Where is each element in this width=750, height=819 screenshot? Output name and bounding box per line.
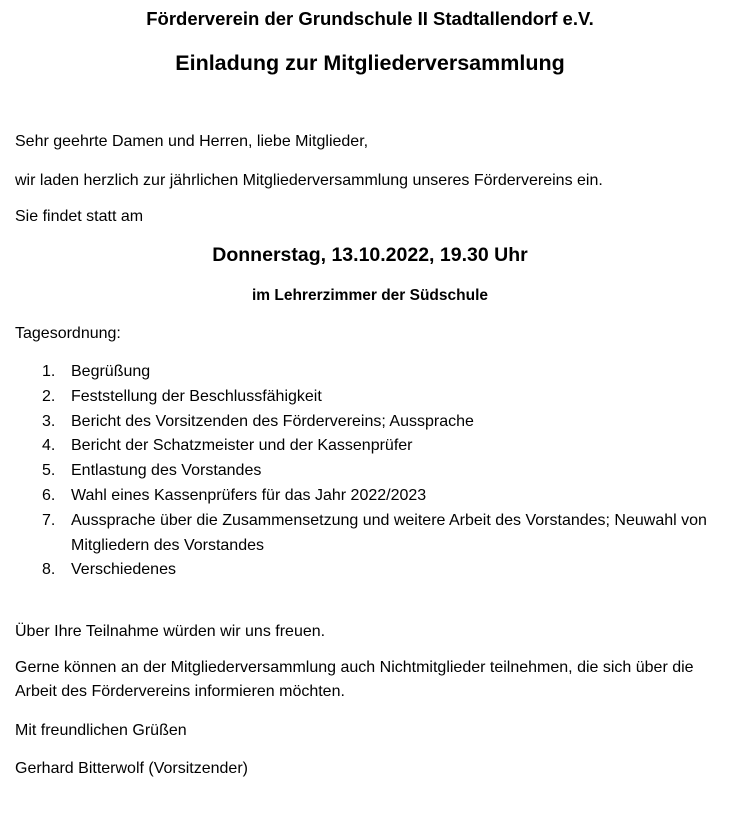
agenda-text: Wahl eines Kassenprüfers für das Jahr 2022/2023 xyxy=(71,486,427,504)
agenda-number: 4. xyxy=(42,437,56,455)
agenda-text: Verschiedenes xyxy=(71,561,176,579)
agenda-item xyxy=(0,360,740,385)
agenda-number: 7. xyxy=(42,511,56,529)
document-title: Einladung zur Mitgliederversammlung xyxy=(175,51,565,75)
agenda-number: 2. xyxy=(42,387,56,405)
salutation: Sehr geehrte Damen und Herren, liebe Mitglieder, xyxy=(15,133,369,150)
agenda-item xyxy=(0,434,740,459)
invitation-text: wir laden herzlich zur jährlichen Mitgliederversammlung unseres Fördervereins ein. xyxy=(15,172,603,189)
agenda-number: 6. xyxy=(42,486,56,504)
signature: Gerhard Bitterwolf (Vorsitzender) xyxy=(15,760,248,777)
agenda-item xyxy=(0,509,740,559)
agenda-item xyxy=(0,410,740,435)
agenda-list xyxy=(0,360,740,583)
agenda-text: Bericht des Vorsitzenden des Fördervereins; Aussprache xyxy=(71,412,474,430)
organization-name: Förderverein der Grundschule II Stadtallendorf e.V. xyxy=(146,8,594,29)
greeting: Mit freundlichen Grüßen xyxy=(15,722,187,739)
closing-thanks: Über Ihre Teilnahme würden wir uns freuen. xyxy=(15,623,326,640)
agenda-number: 5. xyxy=(42,462,56,480)
agenda-item xyxy=(0,385,740,410)
agenda-item xyxy=(0,459,740,484)
agenda-item xyxy=(0,484,740,509)
closing-note: Gerne können an der Mitgliederversammlung auch Nichtmitglieder teilnehmen, die sich über die Arbeit des Fördervereins informieren möchten. xyxy=(15,659,694,700)
agenda-number: 8. xyxy=(42,561,56,579)
agenda-text: Feststellung der Beschlussfähigkeit xyxy=(71,387,322,405)
meeting-date: Donnerstag, 13.10.2022, 19.30 Uhr xyxy=(212,244,528,266)
meeting-venue: im Lehrerzimmer der Südschule xyxy=(251,287,489,304)
agenda-text: Bericht der Schatzmeister und der Kassenprüfer xyxy=(71,437,413,455)
agenda-text: Aussprache über die Zusammensetzung und weitere Arbeit des Vorstandes; Neuwahl von Mitgliedern des Vorstandes xyxy=(71,511,707,554)
agenda-heading: Tagesordnung: xyxy=(15,325,121,342)
agenda-item xyxy=(0,558,740,583)
agenda-number: 1. xyxy=(42,363,56,380)
agenda-number: 3. xyxy=(42,412,56,430)
date-intro: Sie findet statt am xyxy=(15,208,144,225)
agenda-text: Begrüßung xyxy=(71,363,151,380)
agenda-text: Entlastung des Vorstandes xyxy=(71,462,262,480)
